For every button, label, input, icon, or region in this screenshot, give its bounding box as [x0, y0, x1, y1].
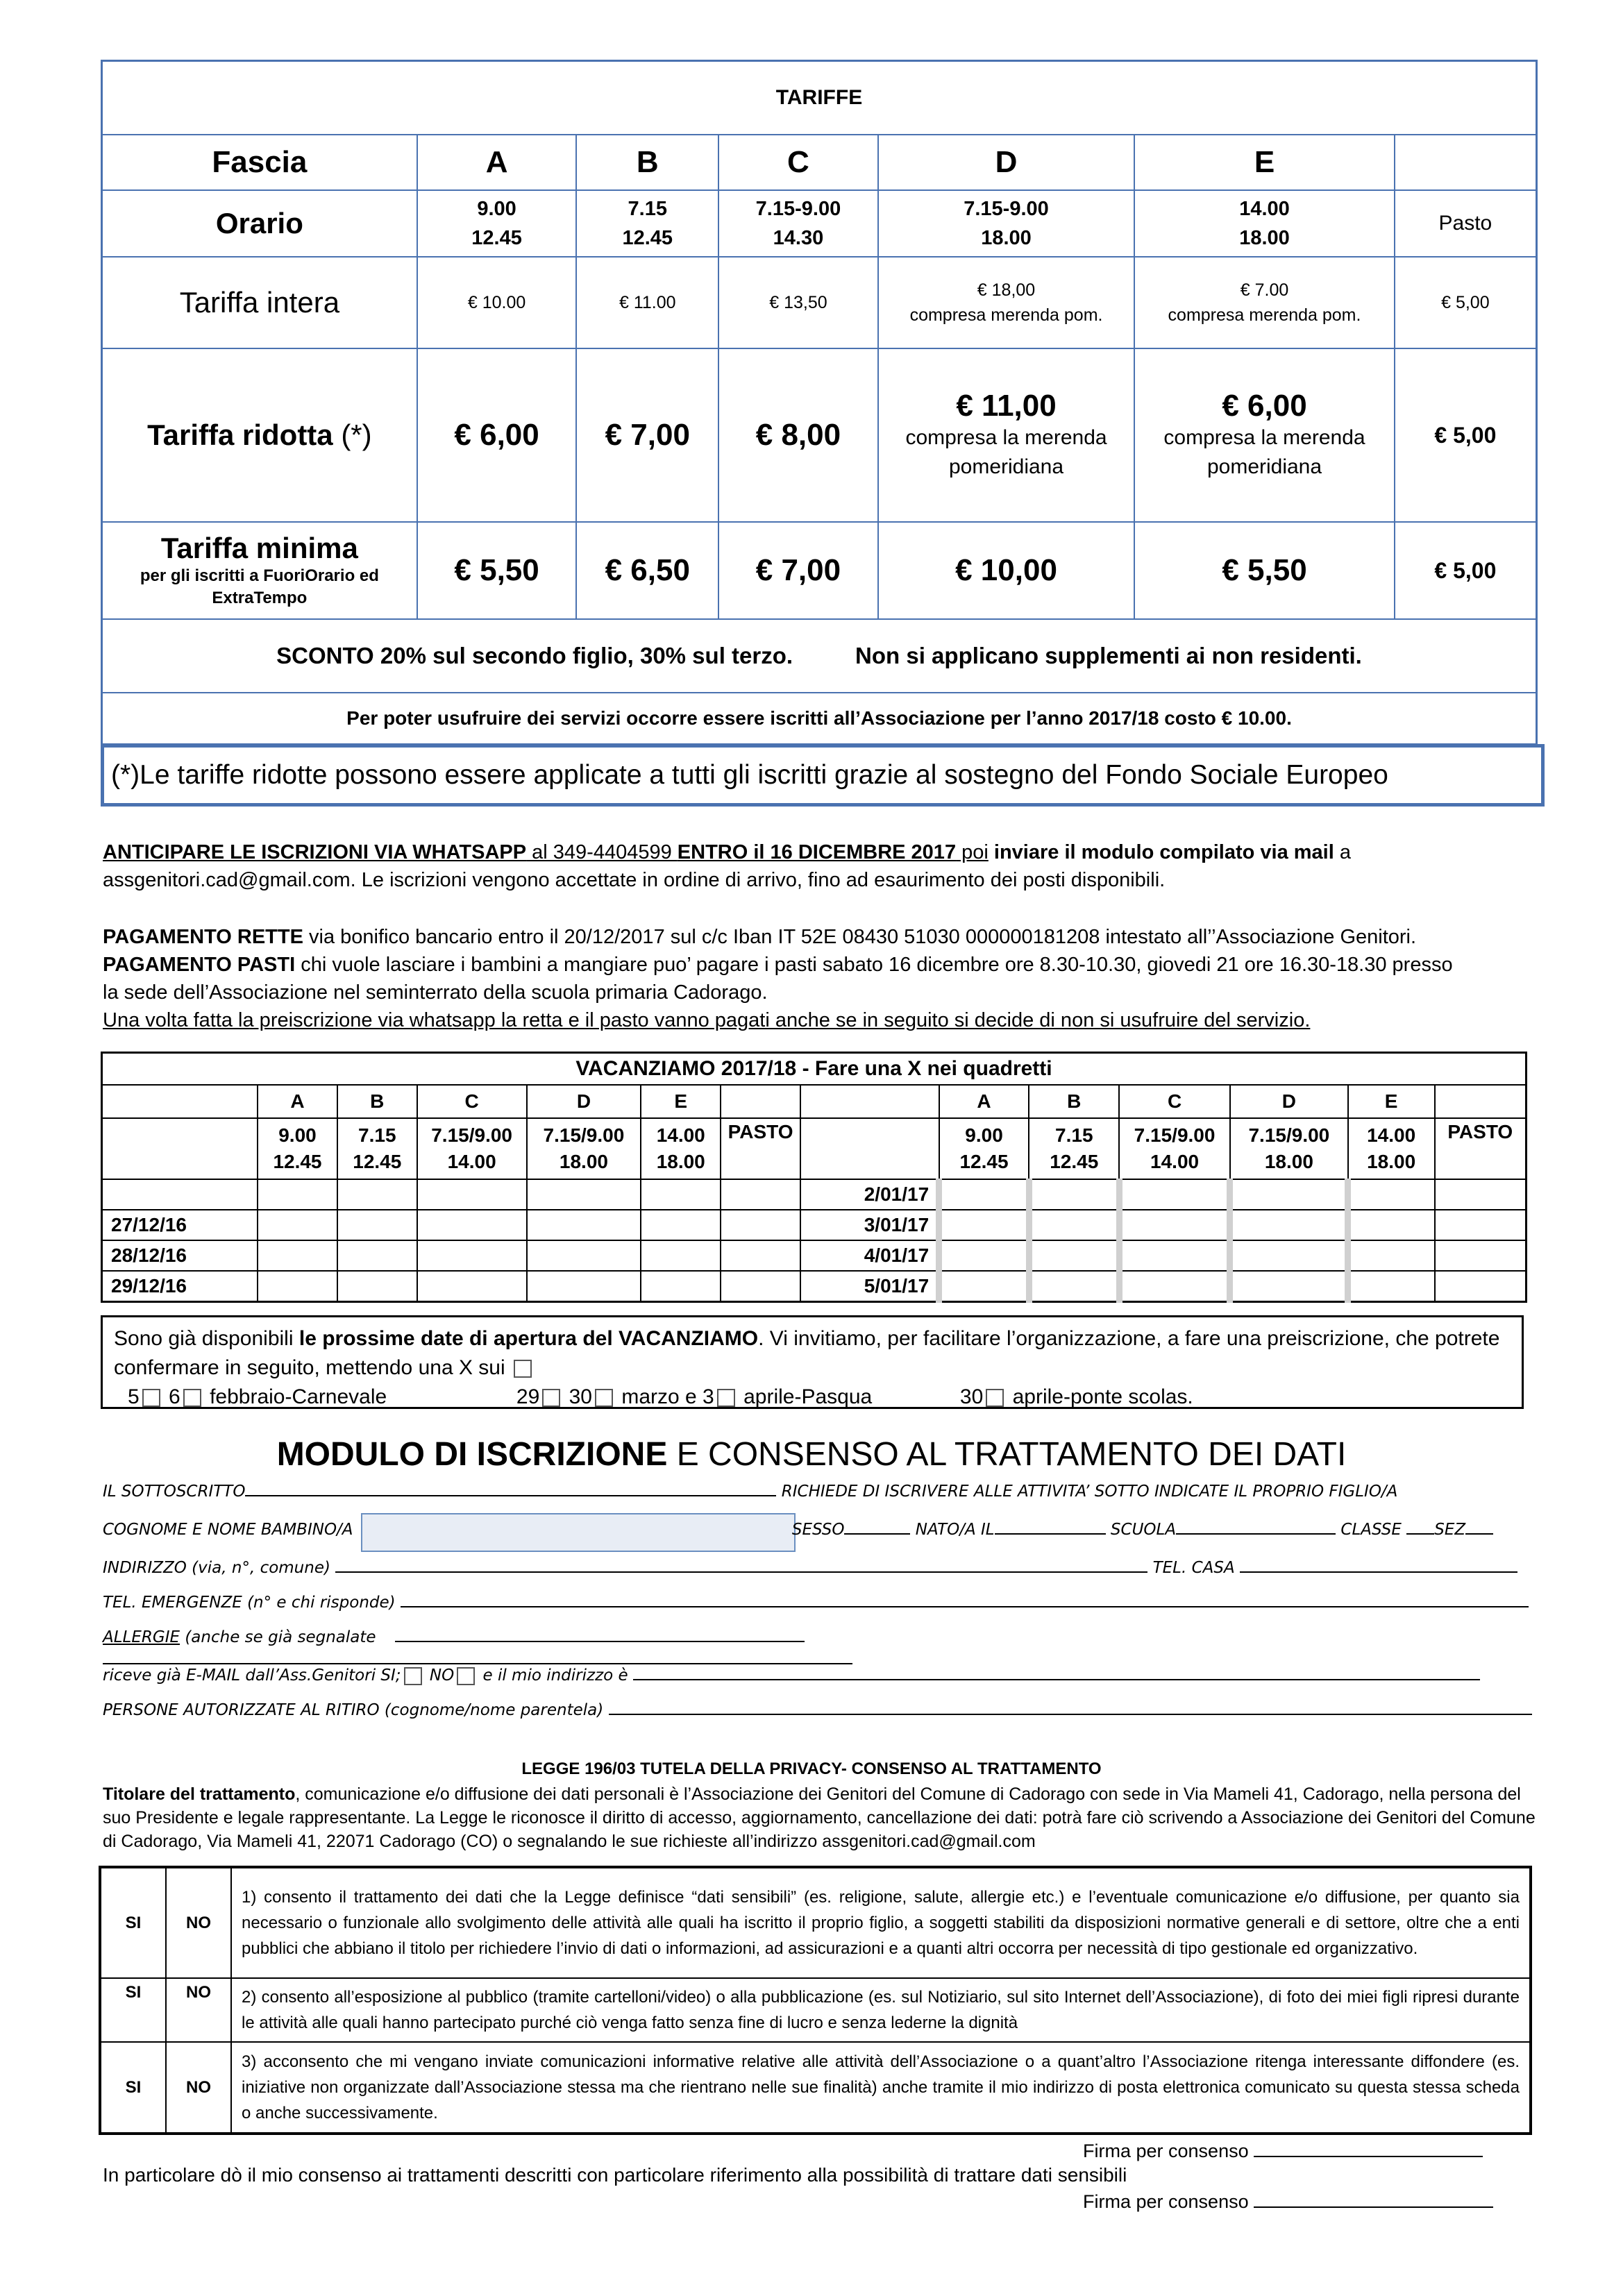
ridotta-c: € 8,00	[718, 348, 878, 522]
cell-checkbox[interactable]	[1029, 1210, 1119, 1240]
col-e: E	[641, 1085, 721, 1118]
cell-checkbox[interactable]	[1230, 1179, 1348, 1210]
cell-checkbox[interactable]	[1119, 1179, 1230, 1210]
cell-checkbox[interactable]	[939, 1179, 1029, 1210]
scuola-field[interactable]	[1176, 1517, 1336, 1535]
checkbox-apr-3[interactable]	[717, 1389, 735, 1407]
cell-checkbox[interactable]	[939, 1210, 1029, 1240]
consenso-2-text: 2) consento all’esposizione al pubblico (tramite cartelloni/video) o alla pubblicazione (es. sul Notiziario, sul sito Internet dell’Associazione), di foto dei miei figli ripresi durante le attività alle quali hanno partecipato purché ciò venga fatto senza fine di lucro e senza lederne la dignità	[231, 1978, 1531, 2042]
cell-checkbox[interactable]	[1119, 1210, 1230, 1240]
consenso-2-si[interactable]: SI	[100, 1978, 166, 2042]
col-a: A	[258, 1085, 337, 1118]
orario-label: Orario	[102, 190, 417, 257]
titolare-text: Titolare del trattamento, comunicazione e/o diffusione dei dati personali è l’Associazione dei Genitori del Comune di Cadorago con sede in Via Mameli 41, Cadorago, nella persona del suo Presidente e legale rappresentante. La Legge le riconosce il diritto di accesso, aggiornamento, cancellazione dei dati: potrà fare ciò scrivendo a Associazione dei Genitori del Comune di Cadorago, Via Mameli 41, 22071 Cadorago (CO) o segnalando le sue richieste all’indirizzo assgenitori.cad@gmail.com	[103, 1784, 1536, 1851]
ridotta-a: € 6,00	[417, 348, 577, 522]
cell-checkbox[interactable]	[1435, 1210, 1527, 1240]
emergenze-row: TEL. EMERGENZE (n° e chi risponde)	[103, 1589, 1533, 1612]
particolare-text: In particolare dò il mio consenso ai trattamenti descritti con particolare riferimento alla possibilità di trattare dati sensibili	[103, 2164, 1127, 2186]
tariffe-table	[101, 60, 1538, 745]
cell-checkbox[interactable]	[527, 1210, 641, 1240]
cell-checkbox[interactable]	[337, 1179, 417, 1210]
orario-e-1: 14.00 18.00	[641, 1118, 721, 1179]
whatsapp-info: ANTICIPARE LE ISCRIZIONI VIA WHATSAPP al 349-4404599 ENTRO il 16 DICEMBRE 2017 poi inviare il modulo compilato via mail a assgenitori.cad@gmail.com. Le iscrizioni vengono accettate in ordine di arrivo, fino ad esaurimento dei posti disponibili.	[103, 841, 1351, 891]
email-row: riceve già E-MAIL dall’Ass.Genitori SI; NO e il mio indirizzo è	[103, 1662, 1533, 1685]
orario-e: 14.00 18.00	[1134, 190, 1394, 257]
ridotta-b: € 7,00	[576, 348, 718, 522]
cell-checkbox[interactable]	[337, 1210, 417, 1240]
consensi-table	[99, 1866, 1532, 2135]
intera-b: € 11.00	[576, 257, 718, 348]
intera-a: € 10.00	[417, 257, 577, 348]
pasto-2: PASTO	[1435, 1118, 1527, 1179]
consenso-3-si[interactable]: SI	[100, 2042, 166, 2134]
cell-checkbox[interactable]	[417, 1240, 527, 1271]
cell-checkbox[interactable]	[1029, 1179, 1119, 1210]
ridotta-e: € 6,00 compresa la merenda pomeridiana	[1134, 348, 1394, 522]
header-a: A	[417, 135, 577, 190]
persone-row: PERSONE AUTORIZZATE AL RITIRO (cognome/nome parentela)	[103, 1697, 1533, 1719]
consenso-row-3	[100, 2042, 1531, 2134]
cell-checkbox[interactable]	[641, 1240, 721, 1271]
cell-checkbox[interactable]	[721, 1179, 800, 1210]
cell-checkbox[interactable]	[258, 1271, 337, 1301]
col-b: B	[337, 1085, 417, 1118]
checkbox-email-si[interactable]	[404, 1667, 422, 1685]
orario-b-2: 7.15 12.45	[1029, 1118, 1119, 1179]
bambino-row: COGNOME E NOME BAMBINO/A SESSO NATO/A IL SCUOLA CLASSE SEZ	[103, 1517, 1533, 1539]
cell-checkbox[interactable]	[527, 1271, 641, 1301]
orario-c-1: 7.15/9.00 14.00	[417, 1118, 527, 1179]
cell-checkbox[interactable]	[1348, 1240, 1435, 1271]
col-b-2: B	[1029, 1085, 1119, 1118]
intera-c: € 13,50	[718, 257, 878, 348]
orario-c-2: 7.15/9.00 14.00	[1119, 1118, 1230, 1179]
col-c: C	[417, 1085, 527, 1118]
vacanziamo-title: VACANZIAMO 2017/18 - Fare una X nei quadretti	[102, 1053, 1527, 1086]
cell-checkbox[interactable]	[1435, 1240, 1527, 1271]
example-checkbox	[514, 1360, 532, 1378]
table-row: 2/01/17	[102, 1179, 1527, 1210]
orario-e-2: 14.00 18.00	[1348, 1118, 1435, 1179]
table-row: 27/12/16 3/01/17	[102, 1210, 1527, 1240]
cell-checkbox[interactable]	[939, 1271, 1029, 1301]
sconto-row: SCONTO 20% sul secondo figlio, 30% sul terzo. Non si applicano supplementi ai non residenti.	[102, 619, 1537, 693]
minima-e: € 5,50	[1134, 522, 1394, 619]
consenso-3-no[interactable]: NO	[166, 2042, 231, 2134]
cell-checkbox[interactable]	[721, 1271, 800, 1301]
orario-a-1: 9.00 12.45	[258, 1118, 337, 1179]
cell-checkbox[interactable]	[527, 1240, 641, 1271]
email-text: assgenitori.cad@gmail.com. Le iscrizioni vengono accettate in ordine di arrivo, fino ad esaurimento dei posti disponibili.	[103, 869, 1166, 891]
nato-field[interactable]	[995, 1517, 1106, 1535]
cell-checkbox[interactable]	[721, 1240, 800, 1271]
cell-checkbox[interactable]	[641, 1210, 721, 1240]
cell-checkbox[interactable]	[641, 1271, 721, 1301]
sottoscritto-row: IL SOTTOSCRITTO RICHIEDE DI ISCRIVERE ALLE ATTIVITA’ SOTTO INDICATE IL PROPRIO FIGLIO/A	[103, 1478, 1533, 1501]
cell-checkbox[interactable]	[1230, 1240, 1348, 1271]
orario-pasto: Pasto	[1395, 190, 1537, 257]
orario-d-2: 7.15/9.00 18.00	[1230, 1118, 1348, 1179]
cell-checkbox[interactable]	[721, 1210, 800, 1240]
emergenze-field[interactable]	[401, 1589, 1529, 1607]
minima-d: € 10,00	[878, 522, 1135, 619]
iscrizione-note: Per poter usufruire dei servizi occorre essere iscritti all’Associazione per l’anno 2017/18 costo € 10.00.	[102, 693, 1537, 745]
consenso-1-si[interactable]: SI	[100, 1867, 166, 1978]
ridotta-pasto: € 5,00	[1395, 348, 1537, 522]
intera-e: € 7.00 compresa merenda pom.	[1134, 257, 1394, 348]
checkbox-mar-29[interactable]	[542, 1389, 560, 1407]
indirizzo-field[interactable]	[335, 1555, 1147, 1573]
cell-checkbox[interactable]	[1029, 1240, 1119, 1271]
checkbox-email-no[interactable]	[457, 1667, 475, 1685]
header-c: C	[718, 135, 878, 190]
col-a-2: A	[939, 1085, 1029, 1118]
header-e: E	[1134, 135, 1394, 190]
table-row: 29/12/16 5/01/17	[102, 1271, 1527, 1301]
sesso-field[interactable]	[844, 1517, 910, 1535]
orario-b: 7.15 12.45	[576, 190, 718, 257]
cell-checkbox[interactable]	[258, 1240, 337, 1271]
header-extra	[1395, 135, 1537, 190]
header-b: B	[576, 135, 718, 190]
firma-row-1: Firma per consenso	[1083, 2139, 1513, 2162]
consenso-1-text: 1) consento il trattamento dei dati che la Legge definisce “dati sensibili” (es. religione, salute, allergie etc.) e l’eventuale comunicazione e/o diffusione, per quanto sia necessario o funzionale allo svolgimento delle attività alle quali ha iscritto il proprio figlio, a soggetti stabiliti da disposizioni normative generali e di settore, oltre che a enti pubblici che abbiano il titolo per richiedere l’invio di dati o informazioni, ad assicurazioni e a quanti altri occorra per necessità di tipo gestionale ed organizzativo.	[231, 1867, 1531, 1978]
cell-checkbox[interactable]	[1348, 1179, 1435, 1210]
cell-checkbox[interactable]	[1435, 1179, 1527, 1210]
orario-d: 7.15-9.00 18.00	[878, 190, 1135, 257]
table-row: 28/12/16 4/01/17	[102, 1240, 1527, 1271]
cell-checkbox[interactable]	[939, 1240, 1029, 1271]
persone-field[interactable]	[609, 1697, 1532, 1715]
consenso-3-text: 3) acconsento che mi vengano inviate comunicazioni informative relative alle attività dell’Associazione o a quant’altro l’Associazione ritenga interessante diffondere (es. iniziative non organizzate dall’Associazione stessa ma che rientrano nelle sue finalità) anche tramite il mio indirizzo di posta elettronica comunicato su questa stessa scheda o anche successivamente.	[231, 2042, 1531, 2134]
indirizzo-row: INDIRIZZO (via, n°, comune) TEL. CASA	[103, 1555, 1533, 1577]
firma-field-1[interactable]	[1254, 2139, 1483, 2157]
allergie-row: ALLERGIE (anche se già segnalate	[103, 1624, 1533, 1669]
cell-checkbox[interactable]	[1230, 1271, 1348, 1301]
cell-checkbox[interactable]	[641, 1179, 721, 1210]
legge-title: LEGGE 196/03 TUTELA DELLA PRIVACY- CONSENSO AL TRATTAMENTO	[521, 1759, 1102, 1778]
col-c-2: C	[1119, 1085, 1230, 1118]
orario-c: 7.15-9.00 14.30	[718, 190, 878, 257]
minima-b: € 6,50	[576, 522, 718, 619]
consenso-2-no[interactable]: NO	[166, 1978, 231, 2042]
vacanziamo-table	[101, 1052, 1527, 1303]
checkbox-feb-6[interactable]	[183, 1389, 201, 1407]
cell-checkbox[interactable]	[337, 1240, 417, 1271]
orario-b-1: 7.15 12.45	[337, 1118, 417, 1179]
intera-label: Tariffa intera	[102, 257, 417, 348]
consenso-row-2	[100, 1978, 1531, 2042]
warning-text: Una volta fatta la preiscrizione via whatsapp la retta e il pasto vanno pagati anche se in seguito si decide di non si usufruire del servizio.	[103, 1009, 1311, 1031]
sez-field[interactable]	[1465, 1517, 1493, 1535]
col-d-2: D	[1230, 1085, 1348, 1118]
firma-field-2[interactable]	[1254, 2190, 1493, 2208]
cell-checkbox[interactable]	[1348, 1210, 1435, 1240]
minima-a: € 5,50	[417, 522, 577, 619]
cell-checkbox[interactable]	[258, 1210, 337, 1240]
cell-checkbox[interactable]	[337, 1271, 417, 1301]
minima-label: Tariffa minima per gli iscritti a FuoriOrario ed ExtraTempo	[102, 522, 417, 619]
classe-field[interactable]	[1406, 1517, 1434, 1535]
sottoscritto-field[interactable]	[245, 1478, 776, 1496]
intera-d: € 18,00 compresa merenda pom.	[878, 257, 1135, 348]
orario-d-1: 7.15/9.00 18.00	[527, 1118, 641, 1179]
cell-checkbox[interactable]	[417, 1271, 527, 1301]
consenso-1-no[interactable]: NO	[166, 1867, 231, 1978]
cell-checkbox[interactable]	[527, 1179, 641, 1210]
cell-checkbox[interactable]	[417, 1210, 527, 1240]
modulo-title: MODULO DI ISCRIZIONE E CONSENSO AL TRATTAMENTO DEI DATI	[276, 1436, 1347, 1473]
minima-pasto: € 5,00	[1395, 522, 1537, 619]
cell-checkbox[interactable]	[1119, 1271, 1230, 1301]
cell-checkbox[interactable]	[258, 1179, 337, 1210]
cell-checkbox[interactable]	[1435, 1271, 1527, 1301]
orario-a: 9.00 12.45	[417, 190, 577, 257]
pasto-1: PASTO	[721, 1118, 800, 1179]
header-d: D	[878, 135, 1135, 190]
checkbox-mar-30[interactable]	[595, 1389, 613, 1407]
aperture-box: Sono già disponibili le prossime date di apertura del VACANZIAMO. Vi invitiamo, per facilitare l’organizzazione, a fare una preiscrizione, che potrete confermare in seguito, mettendo una X sui 5 6 febbraio-Carnevale 29 30 marzo e 3 aprile-Pasqua 30 aprile-ponte scolas.	[101, 1315, 1524, 1409]
col-e-2: E	[1348, 1085, 1435, 1118]
firma-row-2: Firma per consenso	[1083, 2190, 1513, 2213]
email-field[interactable]	[633, 1662, 1480, 1680]
col-d: D	[527, 1085, 641, 1118]
intera-pasto: € 5,00	[1395, 257, 1537, 348]
cell-checkbox[interactable]	[1119, 1240, 1230, 1271]
cell-checkbox[interactable]	[1029, 1271, 1119, 1301]
consenso-row-1	[100, 1867, 1531, 1978]
orario-a-2: 9.00 12.45	[939, 1118, 1029, 1179]
cell-checkbox[interactable]	[1348, 1271, 1435, 1301]
checkbox-feb-5[interactable]	[142, 1389, 160, 1407]
pagamento-info: PAGAMENTO RETTE via bonifico bancario entro il 20/12/2017 sul c/c Iban IT 52E 08430 51030 000000181208 intestato all’’Associazione Genitori. PAGAMENTO PASTI chi vuole lasciare i bambini a mangiare puo’ pagare i pasti sabato 16 dicembre ore 8.30-10.30, giovedi 21 ore 16.30-18.30 presso la sede dell’Associazione nel seminterrato della scuola primaria Cadorago. Una volta fatta la preiscrizione via whatsapp la retta e il pasto vanno pagati anche se in seguito si decide di non si usufruire del servizio.	[103, 926, 1453, 1031]
header-fascia: Fascia	[102, 135, 417, 190]
ridotte-note: (*)Le tariffe ridotte possono essere applicate a tutti gli iscritti grazie al sostegno del Fondo Sociale Europeo	[101, 744, 1545, 807]
allergie-field-1[interactable]	[395, 1624, 805, 1642]
minima-c: € 7,00	[718, 522, 878, 619]
ridotta-label: Tariffa ridotta (*)	[102, 348, 417, 522]
checkbox-apr-30[interactable]	[986, 1389, 1004, 1407]
cell-checkbox[interactable]	[1230, 1210, 1348, 1240]
tariffe-title: TARIFFE	[102, 61, 1537, 135]
cell-checkbox[interactable]	[417, 1179, 527, 1210]
ridotta-d: € 11,00 compresa la merenda pomeridiana	[878, 348, 1135, 522]
tel-casa-field[interactable]	[1240, 1555, 1517, 1573]
